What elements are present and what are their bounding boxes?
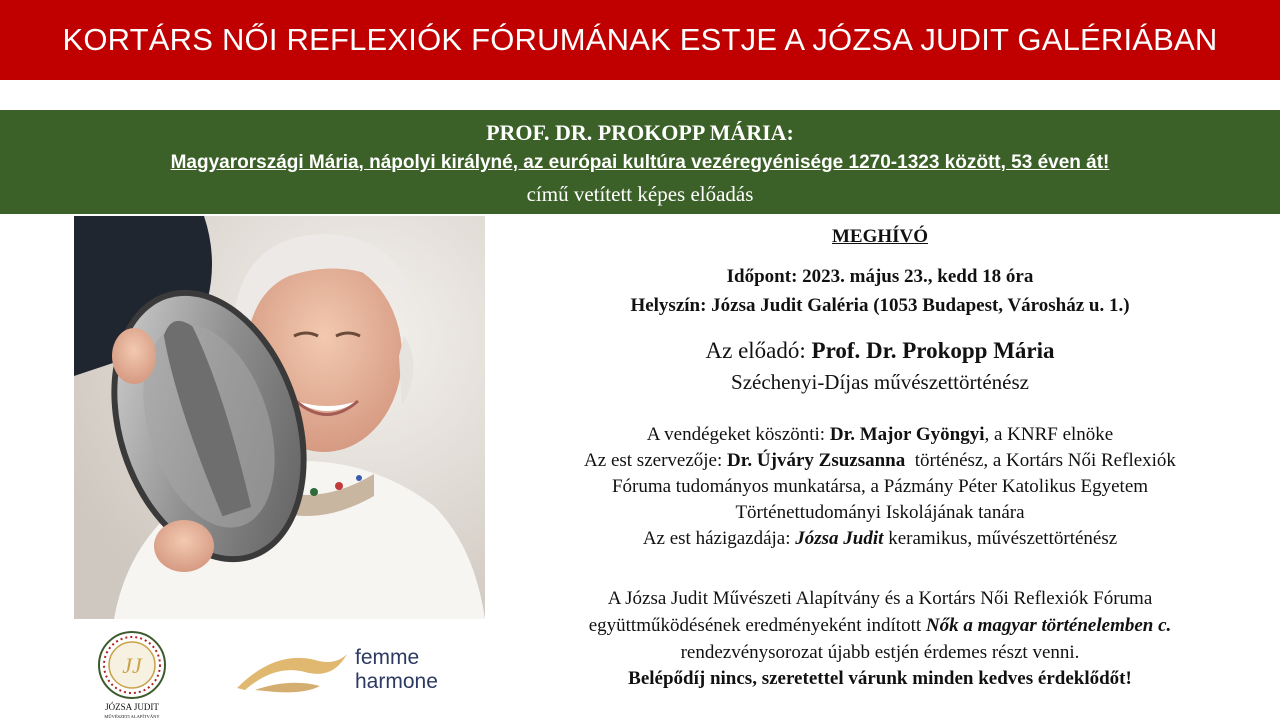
footer-line-3: rendezvénysorozat újabb estjén érdemes részt venni. — [680, 642, 1080, 663]
lecture-title: Magyarországi Mária, nápolyi királyné, az európai kultúra vezéregyénisége 1270-1323 között, 53 éven át! — [170, 152, 1110, 173]
footer-line-1: A Józsa Judit Művészeti Alapítvány és a Kortárs Női Reflexiók Fóruma — [607, 588, 1153, 609]
speaker-photo — [74, 216, 485, 619]
welcome-name: Dr. Major Gyöngyi — [829, 424, 985, 445]
speaker-heading: PROF. DR. PROKOPP MÁRIA: — [486, 120, 794, 145]
welcome-line — [490, 424, 1270, 446]
harmone-text: harmone — [355, 670, 438, 693]
host-suffix: keramikus, művészettörténész — [883, 528, 1118, 549]
speaker-title: Széchenyi-Díjas művészettörténész — [731, 370, 1029, 394]
organizer-name: Dr. Újváry Zsuzsanna — [727, 450, 906, 471]
invitation-heading: MEGHÍVÓ — [831, 226, 929, 247]
femme-harmone-swoosh-icon — [235, 640, 355, 710]
welcome-prefix: A vendégeket köszönti: — [646, 424, 830, 445]
speaker-name: Prof. Dr. Prokopp Mária — [811, 338, 1055, 363]
organizer-prefix: Az est szervezője: — [584, 450, 728, 471]
event-title-banner — [0, 0, 1280, 80]
footer-line-2 — [490, 615, 1270, 637]
femme-text: femme — [355, 646, 420, 669]
jozsa-judit-logo — [92, 630, 172, 720]
welcome-suffix: , a KNRF elnöke — [984, 424, 1114, 445]
event-location: Helyszín: Józsa Judit Galéria (1053 Budapest, Városház u. 1.) — [630, 295, 1130, 316]
series-name: Nők a magyar történelemben c. — [925, 615, 1172, 636]
lecture-subtitle: című vetített képes előadás — [526, 182, 754, 206]
speaker-line — [490, 338, 1270, 364]
event-time: Időpont: 2023. május 23., kedd 18 óra — [726, 266, 1034, 287]
jj-monogram: JJ — [122, 653, 142, 678]
speaker-prefix: Az előadó: — [705, 338, 812, 363]
footer-line-4: Belépődíj nincs, szeretettel várunk minden kedves érdeklődőt! — [628, 668, 1132, 689]
host-prefix: Az est házigazdája: — [642, 528, 796, 549]
jj-name: JÓZSA JUDIT — [105, 702, 159, 712]
lecture-banner — [0, 110, 1280, 214]
jj-subtitle: MŰVÉSZETI ALAPÍTVÁNY — [104, 714, 160, 719]
organizer-suffix: történész, a Kortárs Női Reflexiók — [905, 450, 1176, 471]
host-name: Józsa Judit — [795, 528, 884, 549]
organizer-line — [490, 450, 1270, 472]
organizer-line-3: Történettudományi Iskolájának tanára — [735, 502, 1025, 523]
footer-line-2-prefix: együttműködésének eredményeként indított — [588, 615, 926, 636]
organizer-line-2: Fóruma tudományos munkatársa, a Pázmány Péter Katolikus Egyetem — [611, 476, 1149, 497]
event-title: KORTÁRS NŐI REFLEXIÓK FÓRUMÁNAK ESTJE A JÓZSA JUDIT GALÉRIÁBAN — [62, 22, 1218, 57]
femme-harmone-logo — [235, 640, 450, 710]
host-line — [490, 528, 1270, 550]
